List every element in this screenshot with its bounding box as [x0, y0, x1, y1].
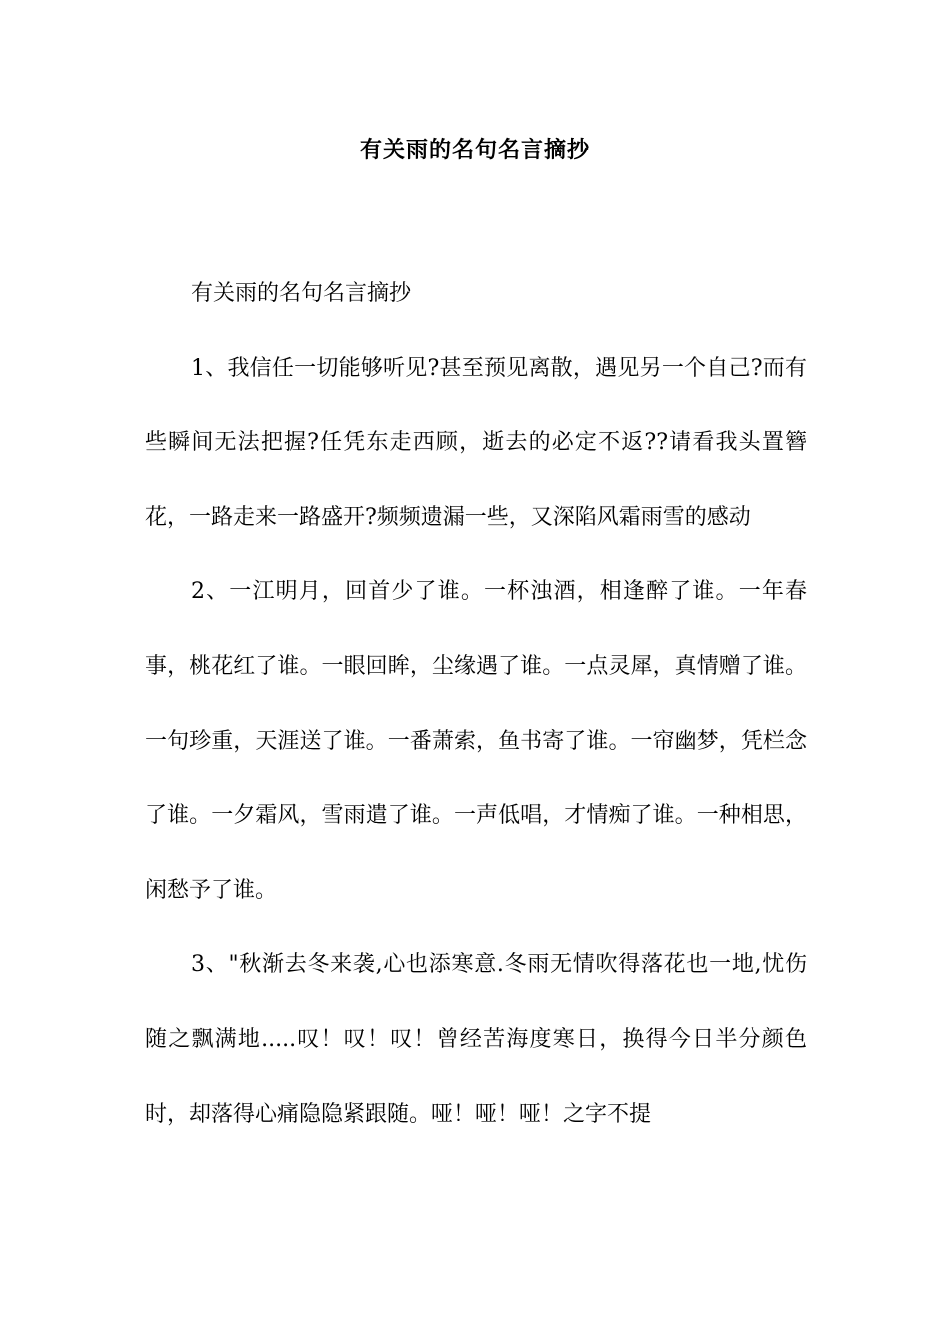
paragraph-quote-1: 1、我信任一切能够听见?甚至预见离散，遇见另一个自己?而有些瞬间无法把握?任凭东走西顾，逝去的必定不返??请看我头置簪花，一路走来一路盛开?频频遗漏一些，又深陷风霜雨雪的感动 — [145, 355, 807, 530]
paragraph-heading: 有关雨的名句名言摘抄 — [191, 281, 412, 306]
document-body — [145, 257, 807, 1152]
document-title: 有关雨的名句名言摘抄 — [359, 138, 590, 163]
paragraph-quote-2: 2、一江明月，回首少了谁。一杯浊酒，相逢醉了谁。一年春事，桃花红了谁。一眼回眸，尘缘遇了谁。一点灵犀，真情赠了谁。一句珍重，天涯送了谁。一番萧索，鱼书寄了谁。一帘幽梦，凭栏念了谁。一夕霜风，雪雨遣了谁。一声低唱，才情痴了谁。一种相思，闲愁予了谁。 — [145, 579, 807, 903]
paragraph-quote-3: 3、"秋渐去冬来袭,心也添寒意.冬雨无情吹得落花也一地,忧伤随之飘满地.....叹！叹！叹！曾经苦海度寒日，换得今日半分颜色时，却落得心痛隐隐紧跟随。哑！哑！哑！之字不提 — [145, 952, 807, 1127]
